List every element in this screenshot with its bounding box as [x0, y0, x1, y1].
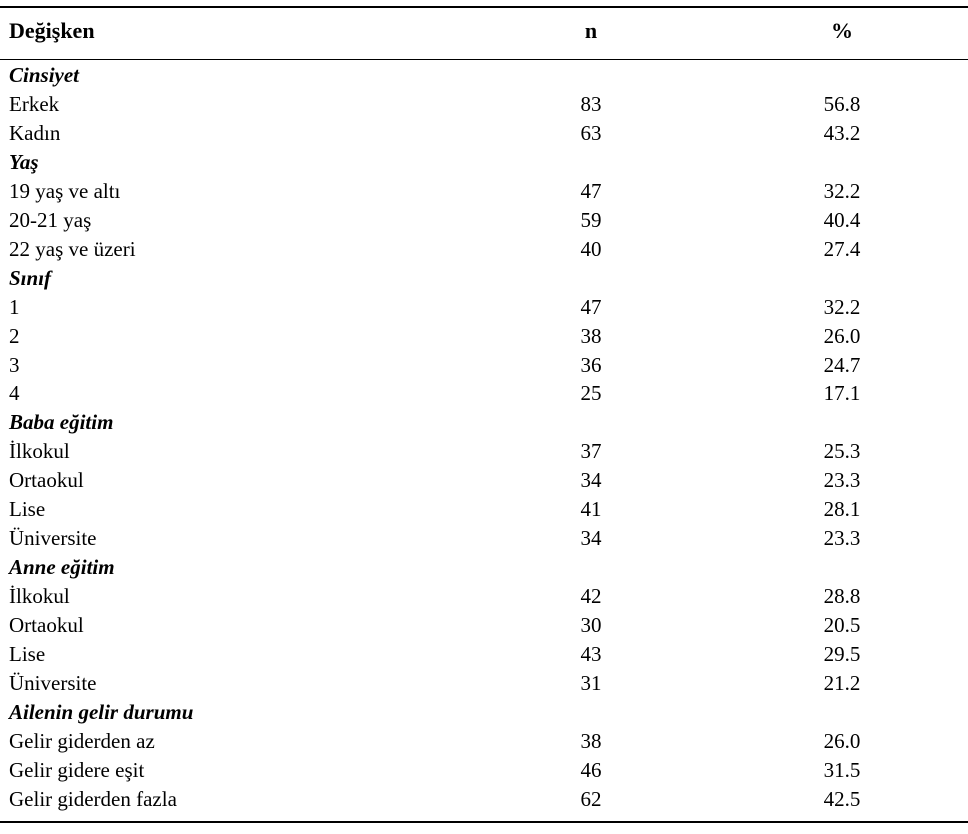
group-title: Baba eğitim: [9, 410, 114, 435]
row-n: 62: [580, 786, 602, 811]
row-n: 46: [580, 757, 602, 782]
group-title: Sınıf: [9, 265, 52, 290]
table-bottom-rule: [0, 821, 968, 823]
group-header-row: [0, 553, 968, 582]
row-n: 30: [580, 613, 602, 638]
row-percent: 27.4: [823, 236, 861, 261]
row-n: 43: [580, 642, 602, 666]
row-label: Üniversite: [9, 526, 97, 551]
table-row: [0, 466, 968, 495]
table-row: [0, 611, 968, 640]
header-n: n: [584, 18, 598, 43]
row-n: 38: [580, 323, 602, 348]
row-label: İlkokul: [9, 584, 70, 609]
row-label: Erkek: [9, 91, 60, 116]
table-row: [0, 90, 968, 119]
row-label: Gelir gidere eşit: [9, 757, 145, 782]
group-title: Anne eğitim: [9, 555, 115, 580]
table-top-rule: [0, 6, 968, 8]
row-n: 36: [580, 352, 602, 377]
row-label: 22 yaş ve üzeri: [9, 236, 136, 261]
group-title: Ailenin gelir durumu: [9, 699, 194, 724]
row-n: 63: [580, 120, 602, 145]
table-row: [0, 727, 968, 756]
group-header-row: [0, 264, 968, 293]
row-percent: 25.3: [823, 439, 861, 464]
row-percent: 32.2: [823, 294, 861, 319]
table-row: [0, 495, 968, 524]
row-n: 59: [580, 207, 602, 232]
group-header-row: [0, 698, 968, 727]
group-title: Yaş: [9, 149, 39, 174]
table-row: [0, 351, 968, 380]
table-row: [0, 582, 968, 611]
row-n: 47: [580, 178, 602, 203]
row-label: 2: [9, 323, 20, 348]
table-row: [0, 379, 968, 408]
row-percent: 40.4: [823, 207, 861, 232]
row-n: 31: [580, 670, 602, 695]
table-header-row: [0, 16, 968, 45]
group-title: Cinsiyet: [9, 63, 80, 87]
row-percent: 43.2: [823, 120, 861, 145]
row-percent: 23.3: [823, 526, 861, 551]
table-row: [0, 235, 968, 264]
row-percent: 28.8: [823, 584, 861, 609]
table-row: [0, 206, 968, 235]
row-percent: 21.2: [823, 670, 861, 695]
row-percent: 20.5: [823, 613, 861, 638]
group-header-row: [0, 148, 968, 177]
row-percent: 31.5: [823, 757, 861, 782]
row-label: 1: [9, 294, 20, 319]
table-row: [0, 669, 968, 698]
row-percent: 32.2: [823, 178, 861, 203]
row-percent: 56.8: [823, 91, 861, 116]
table-header-rule: [0, 59, 968, 60]
row-n: 38: [580, 728, 602, 753]
row-n: 40: [580, 236, 602, 261]
row-label: Gelir giderden fazla: [9, 786, 177, 811]
table-row: [0, 437, 968, 466]
table-row: [0, 785, 968, 814]
table-row: [0, 756, 968, 785]
row-n: 34: [580, 468, 602, 493]
row-percent: 26.0: [823, 323, 861, 348]
row-n: 34: [580, 526, 602, 551]
group-header-row: [0, 408, 968, 437]
table-row: [0, 524, 968, 553]
row-percent: 23.3: [823, 468, 861, 493]
row-label: 3: [9, 352, 20, 377]
row-label: Lise: [9, 642, 46, 666]
header-percent: %: [831, 18, 853, 43]
row-label: Lise: [9, 497, 46, 522]
row-n: 25: [580, 381, 602, 406]
row-label: Ortaokul: [9, 468, 84, 493]
table-row: [0, 119, 968, 148]
row-label: 20-21 yaş: [9, 207, 92, 232]
row-label: Ortaokul: [9, 613, 84, 638]
row-percent: 17.1: [823, 381, 861, 406]
row-percent: 29.5: [823, 642, 861, 666]
row-label: 19 yaş ve altı: [9, 178, 121, 203]
header-variable: Değişken: [9, 18, 95, 43]
row-n: 83: [580, 91, 602, 116]
row-label: 4: [9, 381, 20, 406]
group-header-row: [0, 61, 968, 90]
row-percent: 28.1: [823, 497, 861, 522]
row-n: 41: [580, 497, 602, 522]
row-label: İlkokul: [9, 439, 70, 464]
row-n: 47: [580, 294, 602, 319]
row-n: 37: [580, 439, 602, 464]
table-row: [0, 322, 968, 351]
row-percent: 26.0: [823, 728, 861, 753]
table-row: [0, 293, 968, 322]
row-n: 42: [580, 584, 602, 609]
table-row: [0, 177, 968, 206]
row-label: Üniversite: [9, 670, 97, 695]
row-label: Kadın: [9, 120, 61, 145]
row-label: Gelir giderden az: [9, 728, 155, 753]
row-percent: 24.7: [823, 352, 861, 377]
row-percent: 42.5: [823, 786, 861, 811]
table-row: [0, 640, 968, 669]
